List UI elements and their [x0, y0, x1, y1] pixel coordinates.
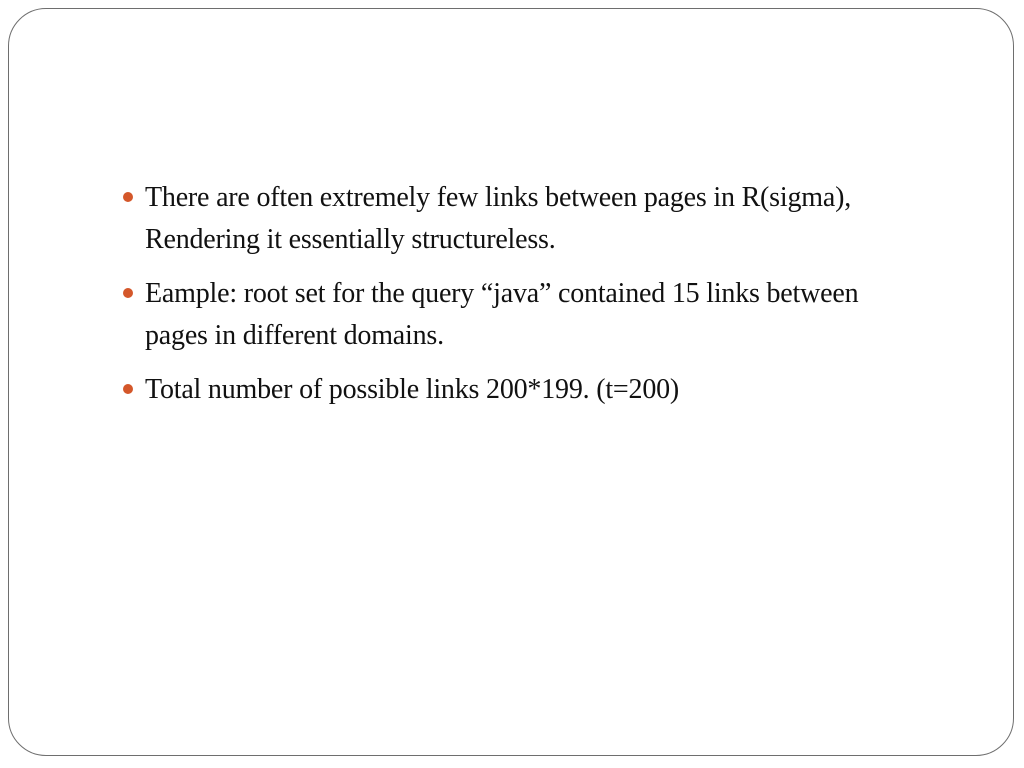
bullet-dot-icon	[123, 192, 133, 202]
bullet-item	[119, 369, 919, 411]
bullet-dot-icon	[123, 288, 133, 298]
bullet-dot-icon	[123, 384, 133, 394]
bullet-text: Total number of possible links 200*199. (t=200)	[145, 374, 680, 405]
bullet-item	[119, 273, 919, 357]
bullet-list	[119, 177, 919, 423]
bullet-text: Eample: root set for the query “java” contained 15 links between pages in different domains.	[145, 278, 859, 351]
bullet-text: There are often extremely few links between pages in R(sigma), Rendering it essentially structureless.	[145, 182, 851, 255]
bullet-item	[119, 177, 919, 261]
slide-frame	[8, 8, 1014, 756]
